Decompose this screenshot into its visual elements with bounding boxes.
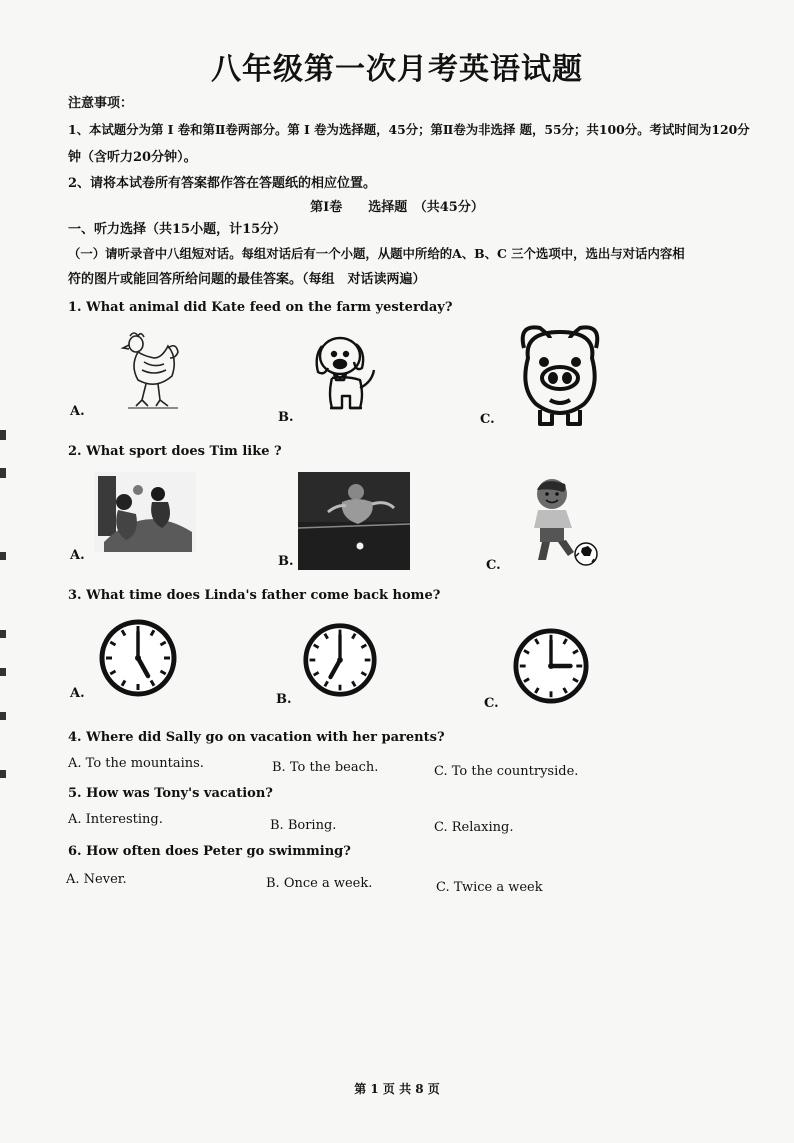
clock-icon [302, 620, 378, 700]
ping-pong-photo [298, 472, 410, 570]
question-4-option-b[interactable]: B. To the beach. [272, 760, 379, 775]
hen-icon [108, 328, 183, 414]
question-1-option-b[interactable]: B. [278, 410, 294, 425]
question-5-option-b[interactable]: B. Boring. [270, 818, 337, 833]
part-heading: 第Ⅰ卷 选择题 （共45分） [310, 200, 484, 215]
question-1-option-c[interactable]: C. [480, 412, 495, 427]
question-6-option-c[interactable]: C. Twice a week [436, 880, 543, 895]
clock-icon [512, 626, 590, 706]
question-3-option-a[interactable]: A. [70, 686, 85, 701]
basketball-photo [94, 472, 196, 552]
question-6-option-a[interactable]: A. Never. [66, 872, 127, 887]
question-4-option-a[interactable]: A. To the mountains. [68, 756, 204, 771]
page-title: 八年级第一次月考英语试题 [211, 52, 583, 87]
question-3-option-c[interactable]: C. [484, 696, 499, 711]
section-1-heading: 一、听力选择（共15小题，计15分） [68, 222, 287, 237]
question-3-option-b[interactable]: B. [276, 692, 292, 707]
question-4-option-c[interactable]: C. To the countryside. [434, 764, 579, 779]
page-footer: 第 1 页 共 8 页 [354, 1082, 440, 1096]
note-1-line-1: 1、本试题分为第 Ⅰ 卷和第Ⅱ卷两部分。第 Ⅰ 卷为选择题，45分；第Ⅱ卷为非选择 题，55分；共100分。考试时间为120分 [68, 122, 750, 137]
margin-mark [0, 630, 6, 638]
question-5-option-c[interactable]: C. Relaxing. [434, 820, 514, 835]
question-6-option-b[interactable]: B. Once a week. [266, 876, 373, 891]
margin-mark [0, 430, 6, 440]
margin-mark [0, 668, 6, 676]
question-1-text: 1. What animal did Kate feed on the farm yesterday? [68, 300, 453, 315]
question-5-text: 5. How was Tony's vacation? [68, 786, 273, 801]
question-4-text: 4. Where did Sally go on vacation with her parents? [68, 730, 445, 745]
margin-mark [0, 712, 6, 720]
question-1-option-a[interactable]: A. [70, 404, 85, 419]
pig-icon [510, 318, 610, 430]
question-2-text: 2. What sport does Tim like ? [68, 444, 282, 459]
question-5-option-a[interactable]: A. Interesting. [68, 812, 163, 827]
question-3-text: 3. What time does Linda's father come back home? [68, 588, 441, 603]
notes-heading: 注意事项： [68, 96, 134, 111]
soccer-boy-icon [526, 474, 602, 570]
note-2: 2、请将本试卷所有答案都作答在答题纸的相应位置。 [68, 176, 377, 191]
margin-mark [0, 770, 6, 778]
clock-icon [98, 618, 178, 698]
margin-mark [0, 468, 6, 478]
margin-mark [0, 552, 6, 560]
instruction-line-2: 符的图片或能回答所给问题的最佳答案。（每组 对话读两遍） [68, 272, 426, 287]
question-6-text: 6. How often does Peter go swimming? [68, 844, 351, 859]
instruction-line-1: （一）请听录音中八组短对话。每组对话后有一个小题，从题中所给的A、B、C 三个选项中，选出与对话内容相 [68, 246, 685, 261]
question-2-option-c[interactable]: C. [486, 558, 501, 573]
dog-icon [312, 328, 382, 420]
note-1-line-2: 钟（含听力20分钟）。 [68, 150, 197, 165]
question-2-option-a[interactable]: A. [70, 548, 85, 563]
question-2-option-b[interactable]: B. [278, 554, 294, 569]
